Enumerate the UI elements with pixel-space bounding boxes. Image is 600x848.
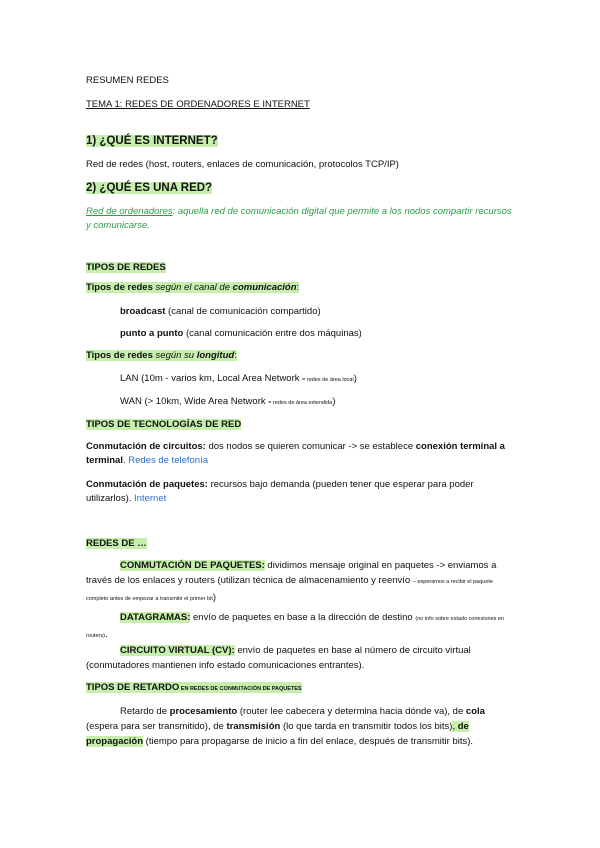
circ-link: Redes de telefonía — [128, 455, 209, 466]
ret-t4: , — [452, 721, 458, 732]
circ-bold: conexión terminal a terminal — [86, 441, 505, 466]
para-conmutacion-paquetes — [86, 478, 516, 506]
doc-title: RESUMEN REDES — [86, 75, 169, 86]
para-circuito-virtual — [86, 643, 516, 673]
tipos-redes-label: TIPOS DE REDES — [86, 262, 166, 273]
ret-prop: propagación — [86, 736, 144, 747]
cv-term: CIRCUITO VIRTUAL (CV): — [120, 645, 235, 656]
item-punto-a-punto — [120, 327, 520, 341]
para-datagramas — [86, 610, 516, 644]
cv-end: . — [361, 660, 365, 671]
para-conmutacion-de-paquetes — [86, 558, 516, 607]
item-lan — [120, 372, 520, 387]
tipos-tec-label: TIPOS DE TECNOLOGÍAS DE RED — [86, 419, 242, 430]
section-tipos-retardo — [86, 681, 516, 696]
retardo-a: TIPOS DE RETARDO — [86, 682, 180, 693]
ret-t1: (router lee cabecera y determina hacia dónde va), de — [237, 706, 466, 717]
dg-end: . — [104, 629, 108, 640]
ret-trans: transmisión — [226, 721, 281, 732]
question-heading-internet — [86, 134, 516, 148]
lan-end: ) — [353, 373, 357, 384]
question-red-text: 2) ¿QUÉ ES UNA RED? — [86, 182, 213, 194]
longitud-a: Tipos de redes — [86, 350, 153, 361]
item-wan — [120, 395, 520, 410]
circ-t2: . — [122, 455, 129, 466]
section-heading-tema: TEMA 1: REDES DE ORDENADORES E INTERNET — [86, 99, 310, 110]
dg-term: DATAGRAMAS: — [120, 612, 191, 623]
p2p-text: (canal comunicación entre dos máquinas) — [183, 328, 362, 339]
cp-t1: dividimos mensaje original en paquetes -> enviamos a través de los enlaces y routers (utilizan técnica de almacenamiento y reenvío — [86, 560, 497, 586]
longitud-b: según su — [152, 350, 197, 361]
longitud-d: : — [234, 350, 237, 361]
longitud-c: longitud — [196, 350, 235, 361]
paq-t1: recursos bajo demanda (pueden tener que esperar para poder utilizarlos). — [86, 479, 474, 504]
item-broadcast — [120, 305, 520, 319]
cp-small: – esperamos a recibir el paquete completo antes de empezar a transmitir el primer bit — [86, 579, 493, 602]
ret-proc: procesamiento — [169, 706, 238, 717]
dg-t1: envío de paquetes en base a la dirección de destino — [190, 612, 416, 623]
dg-small: (no info sobre estado conexiones en routers) — [86, 616, 505, 639]
redes-de-label: REDES DE … — [86, 538, 147, 549]
circ-t1: dos nodos se quieren comunicar -> se establece — [205, 441, 416, 452]
circ-term: Conmutación de circuitos: — [86, 441, 206, 452]
p2p-term: punto a punto — [120, 328, 184, 339]
wan-text: WAN (> 10km, Wide Area Network — [120, 396, 269, 407]
ret-t0: Retardo de — [120, 706, 170, 717]
subheading-canal — [86, 281, 516, 295]
subheading-longitud — [86, 349, 516, 363]
paq-link: Internet — [134, 493, 167, 504]
question-heading-red — [86, 181, 516, 195]
section-tipos-redes — [86, 261, 516, 275]
cp-end: ) — [212, 592, 217, 603]
lan-small: = redes de área local — [302, 377, 354, 383]
canal-c: comunicación — [232, 282, 297, 293]
wan-small: = redes de área extendida — [268, 400, 333, 406]
section-tipos-tecnologias — [86, 418, 516, 432]
broadcast-text: (canal de comunicación compartido) — [165, 306, 321, 317]
ret-t2: (espera para ser transmitido), de — [86, 721, 227, 732]
answer-internet: Red de redes (host, routers, enlaces de comunicación, protocolos TCP/IP) — [86, 159, 399, 170]
section-redes-de — [86, 537, 516, 551]
canal-a: Tipos de redes — [86, 282, 153, 293]
cv-t1: envío de paquetes en base al número de circuito virtual (conmutadores mantienen info estado comunicaciones entrantes) — [86, 645, 471, 671]
ret-t3: (lo que tarda en transmitir todos los bits) — [280, 721, 453, 732]
ret-de: de — [457, 721, 469, 732]
cp-term: CONMUTACIÓN DE PAQUETES: — [120, 560, 265, 571]
para-retardos — [86, 704, 516, 749]
canal-b: según el canal de — [152, 282, 233, 293]
ret-cola: cola — [465, 706, 485, 717]
retardo-b: EN REDES DE CONMUTACIÓN DE PAQUETES — [179, 686, 302, 692]
question-internet-text: 1) ¿QUÉ ES INTERNET? — [86, 135, 218, 147]
red-definition-term: Red de ordenadores — [86, 206, 173, 217]
para-conmutacion-circuitos — [86, 440, 516, 468]
red-definition-text: : aquella red de comunicación digital que permite a los nodos compartir recursos y comunicarse. — [86, 206, 512, 231]
broadcast-term: broadcast — [120, 306, 166, 317]
lan-text: LAN (10m - varios km, Local Area Network — [120, 373, 303, 384]
red-definition — [86, 205, 516, 233]
ret-t5: (tiempo para propagarse de inicio a fin del enlace, después de transmitir bits). — [143, 736, 474, 747]
paq-term: Conmutación de paquetes: — [86, 479, 208, 490]
canal-d: : — [296, 282, 300, 293]
wan-end: ) — [332, 396, 336, 407]
